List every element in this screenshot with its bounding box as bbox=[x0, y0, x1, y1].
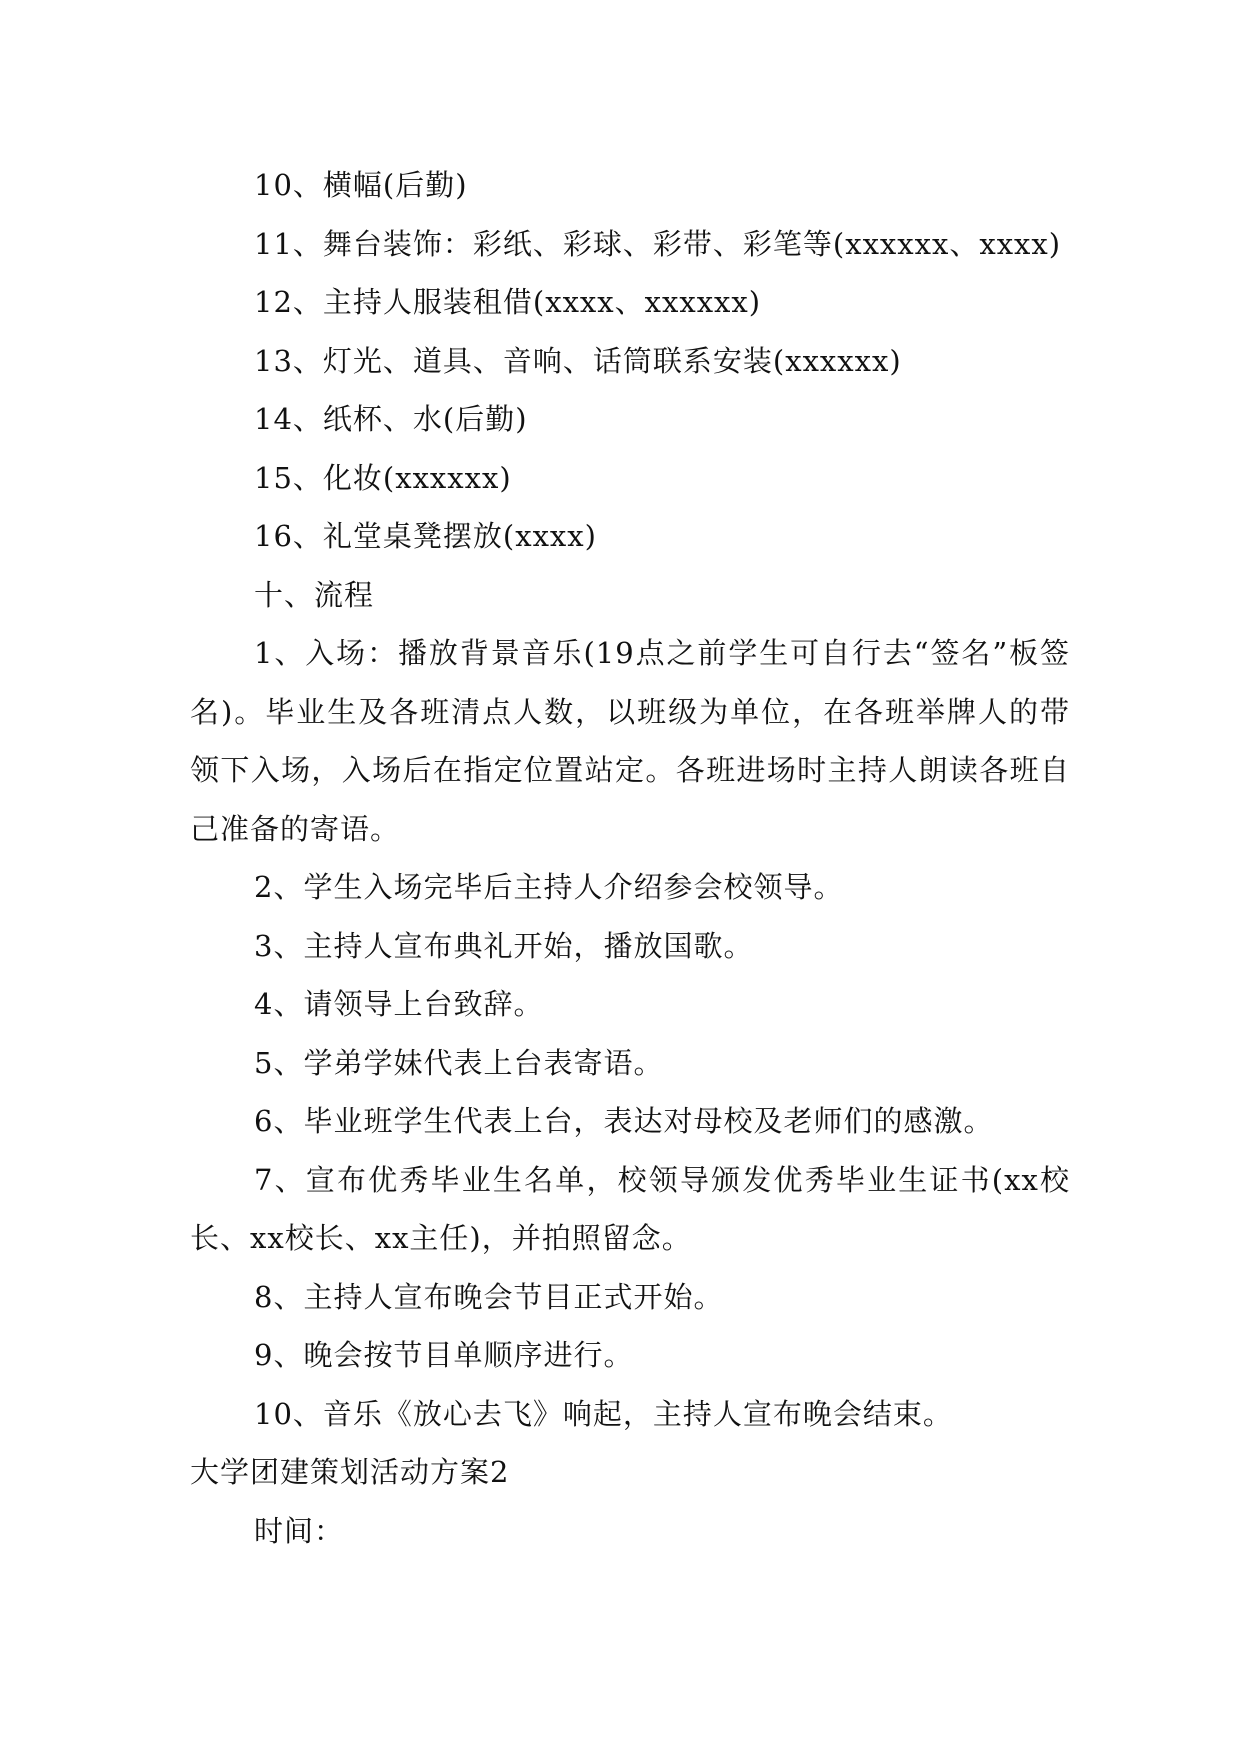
paragraph-gala-start: 8、主持人宣布晚会节目正式开始。 bbox=[254, 1279, 724, 1314]
paragraph-excellent-graduates: 7、宣布优秀毕业生名单，校领导颁发优秀毕业生证书(xx校长、xx校长、xx主任)，并拍照留念。 bbox=[190, 1162, 1070, 1255]
section-heading-process: 十、流程 bbox=[254, 577, 375, 612]
paragraph-makeup: 15、化妆(xxxxxx) bbox=[254, 460, 512, 495]
paragraph-introduce-leaders: 2、学生入场完毕后主持人介绍参会校领导。 bbox=[254, 870, 844, 904]
paragraph-graduate-representative: 6、毕业班学生代表上台，表达对母校及老师们的感激。 bbox=[254, 1104, 994, 1138]
paragraph-banner: 10、横幅(后勤) bbox=[254, 168, 468, 202]
paragraph-gala-order: 9、晚会按节目单顺序进行。 bbox=[254, 1338, 634, 1372]
paragraph-seating: 16、礼堂桌凳摆放(xxxx) bbox=[254, 519, 597, 553]
paragraph-gala-end: 10、音乐《放心去飞》响起，主持人宣布晚会结束。 bbox=[254, 1396, 953, 1431]
paragraph-cups-water: 14、纸杯、水(后勤) bbox=[254, 402, 528, 436]
paragraph-ceremony-start: 3、主持人宣布典礼开始，播放国歌。 bbox=[254, 928, 754, 963]
document-section-title: 大学团建策划活动方案2 bbox=[190, 1455, 510, 1489]
time-label: 时间： bbox=[254, 1513, 345, 1548]
document-body bbox=[190, 156, 1070, 1560]
paragraph-host-costume: 12、主持人服装租借(xxxx、xxxxxx) bbox=[254, 285, 762, 319]
paragraph-lighting-sound: 13、灯光、道具、音响、话筒联系安装(xxxxxx) bbox=[254, 343, 902, 378]
paragraph-leader-speech: 4、请领导上台致辞。 bbox=[254, 987, 544, 1021]
paragraph-juniors-message: 5、学弟学妹代表上台表寄语。 bbox=[254, 1045, 664, 1080]
paragraph-entrance: 1、入场：播放背景音乐(19点之前学生可自行去“签名”板签名)。毕业生及各班清点人数，以班级为单位，在各班举牌人的带领下入场，入场后在指定位置站定。各班进场时主持人朗读各班自己准备的寄语。 bbox=[190, 636, 1070, 846]
paragraph-stage-decoration: 11、舞台装饰：彩纸、彩球、彩带、彩笔等(xxxxxx、xxxx) bbox=[254, 226, 1062, 261]
